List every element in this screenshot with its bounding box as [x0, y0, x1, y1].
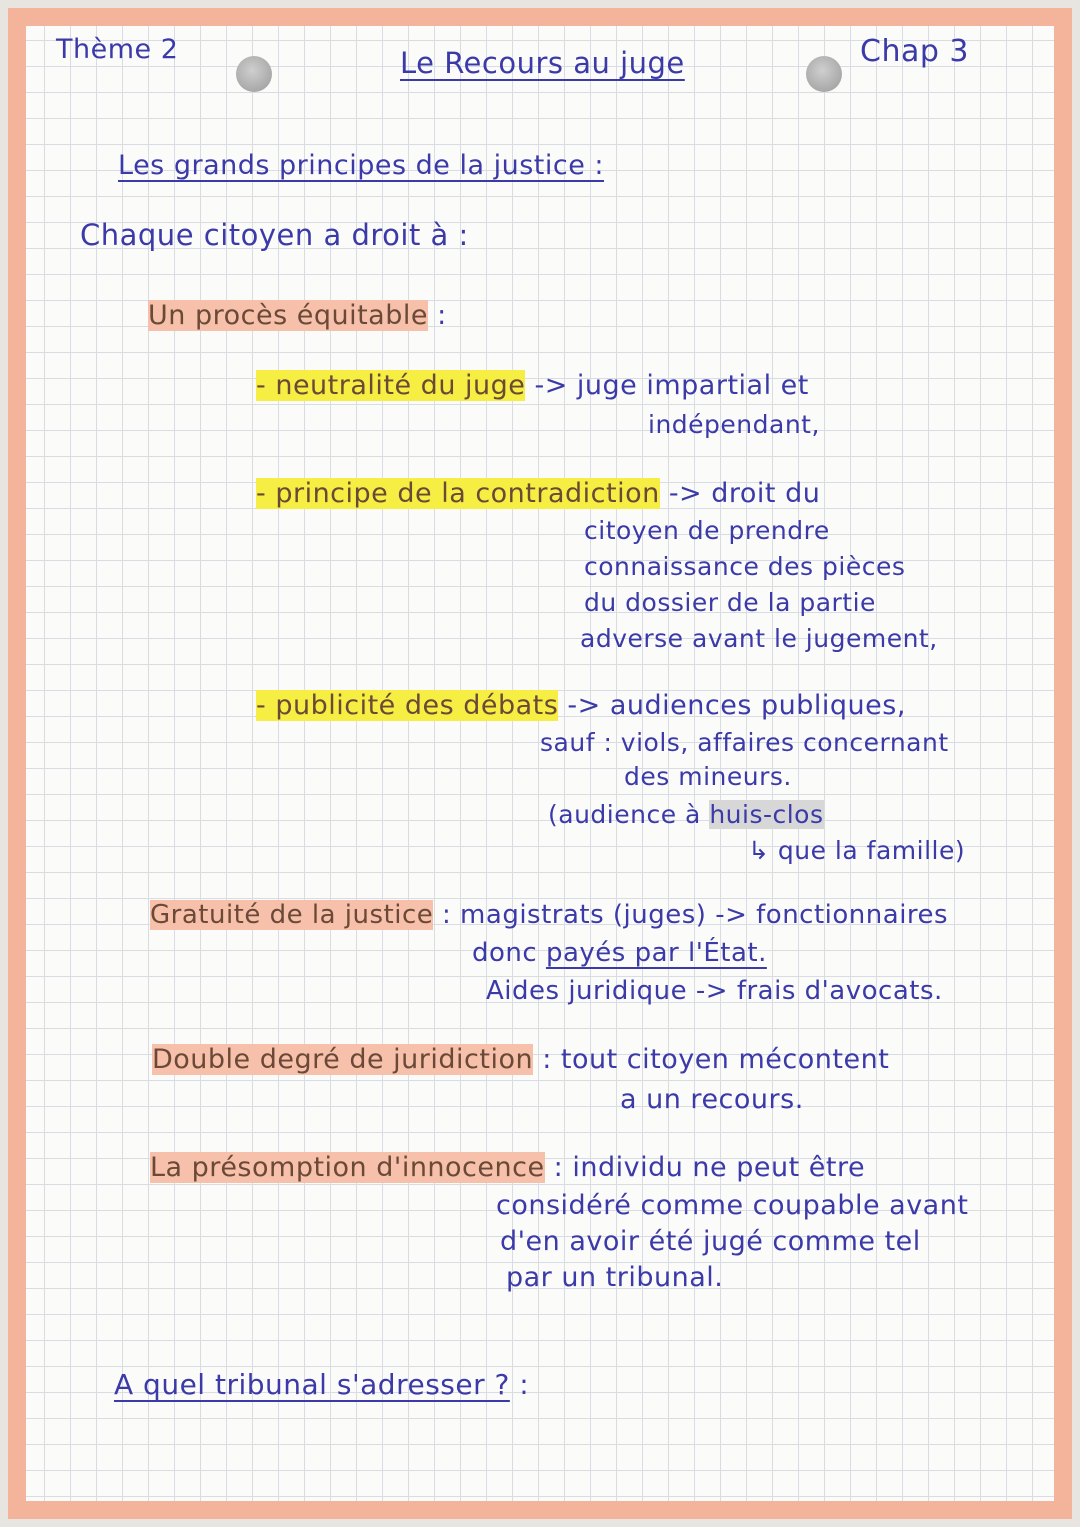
gratuite-line-3: Aides juridique -> frais d'avocats.	[486, 976, 943, 1006]
gratuite-payes: payés par l'État.	[545, 938, 767, 968]
item-line: indépendant,	[648, 410, 820, 439]
page-title: Le Recours au juge	[400, 46, 685, 80]
intro-text: Chaque citoyen a droit à :	[80, 218, 469, 252]
arrow: ->	[525, 370, 577, 401]
item-term: - principe de la contradiction	[256, 478, 660, 509]
presomption-line-4: par un tribunal.	[506, 1262, 724, 1293]
item-line-audience	[548, 800, 824, 829]
item-line: audiences publiques,	[609, 690, 906, 721]
theme-label: Thème 2	[56, 34, 179, 65]
double-title: Double degré de juridiction	[152, 1044, 534, 1075]
huis-clos: huis-clos	[709, 800, 824, 829]
presomption-line-3: d'en avoir été jugé comme tel	[500, 1226, 921, 1257]
presomption-rest: : individu ne peut être	[544, 1152, 866, 1183]
item-publicite	[256, 690, 906, 721]
proces-colon: :	[427, 300, 447, 331]
section-2-heading	[114, 1368, 529, 1401]
item-line: juge impartial et	[576, 370, 809, 401]
punch-hole-left	[236, 56, 272, 92]
item-line: sauf : viols, affaires concernant	[540, 728, 949, 757]
presomption-line-2: considéré comme coupable avant	[496, 1190, 969, 1221]
item-line: citoyen de prendre	[584, 516, 830, 545]
item-term: - neutralité du juge	[256, 370, 526, 401]
item-term: - publicité des débats	[256, 690, 559, 721]
item-neutralite	[256, 370, 809, 401]
presomption-title: La présomption d'innocence	[150, 1152, 545, 1183]
chapter-label: Chap 3	[860, 34, 970, 69]
section-2-colon: :	[509, 1368, 530, 1401]
double-rest: : tout citoyen mécontent	[533, 1044, 890, 1075]
gratuite-donc: donc	[472, 938, 546, 968]
proces-title: Un procès équitable	[148, 300, 428, 331]
item-line: des mineurs.	[624, 762, 792, 791]
item-line: connaissance des pièces	[584, 552, 906, 581]
proces-heading	[148, 300, 447, 331]
item-line: (audience à	[548, 800, 701, 829]
item-line: droit du	[711, 478, 821, 509]
section-heading: Les grands principes de la justice :	[118, 150, 604, 181]
double-line-2: a un recours.	[620, 1084, 804, 1115]
item-line: ↳ que la famille)	[748, 836, 966, 865]
gratuite-line-2	[472, 938, 767, 968]
punch-hole-right	[806, 56, 842, 92]
gratuite-title: Gratuité de la justice	[150, 900, 434, 930]
item-line: du dossier de la partie	[584, 588, 876, 617]
section-2-title: A quel tribunal s'adresser ?	[114, 1368, 510, 1401]
gratuite-line	[150, 900, 948, 930]
double-line	[152, 1044, 889, 1075]
item-contradiction	[256, 478, 820, 509]
gratuite-rest: : magistrats (juges) -> fonctionnaires	[433, 900, 949, 930]
item-line: adverse avant le jugement,	[580, 624, 938, 653]
arrow: ->	[659, 478, 712, 509]
arrow: ->	[558, 690, 610, 721]
presomption-line	[150, 1152, 865, 1183]
